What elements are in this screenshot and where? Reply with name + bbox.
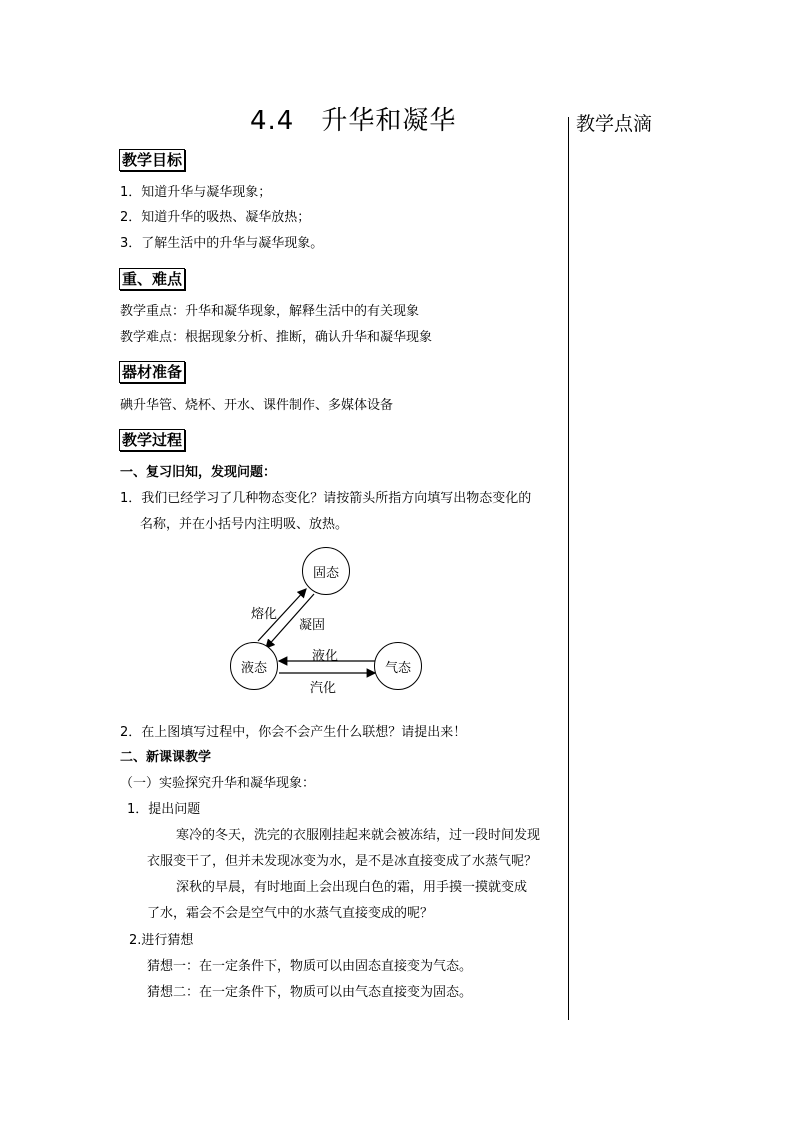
subsection1-title: （一）实验探究升华和凝华现象： <box>120 776 316 791</box>
paragraph2-line2: 了水，霜会不会是空气中的水蒸气直接变成的呢？ <box>147 906 434 921</box>
step2-title: 2.进行猜想 <box>129 933 194 948</box>
guess1: 猜想一：在一定条件下，物质可以由固态直接变为气态。 <box>147 959 473 974</box>
key-difficulty: 教学难点：根据现象分析、推断，确认升华和凝华现象 <box>120 330 433 345</box>
paragraph1-line2: 衣服变干了，但并未发现冰变为水，是不是冰直接变成了水蒸气呢？ <box>147 854 538 869</box>
guess2: 猜想二：在一定条件下，物质可以由气态直接变为固态。 <box>147 985 473 1000</box>
goal-item-2: 2．知道升华的吸热、凝华放热； <box>120 210 311 225</box>
solidifying-label: 凝固 <box>299 618 326 633</box>
step1-title: 1．提出问题 <box>127 802 201 817</box>
section-heading-goals: 教学目标 <box>119 149 185 171</box>
key-focus: 教学重点：升华和凝华现象，解释生活中的有关现象 <box>120 304 420 319</box>
paragraph2-line1: 深秋的早晨，有时地面上会出现白色的霜，用手摸一摸就变成 <box>176 880 528 895</box>
goal-item-1: 1．知道升华与凝华现象； <box>120 185 272 200</box>
part2-title: 二、新课课教学 <box>120 750 212 765</box>
section-heading-materials: 器材准备 <box>119 361 185 383</box>
melting-label: 熔化 <box>251 607 278 622</box>
question1-line1: 1．我们已经学习了几种物态变化？请按箭头所指方向填写出物态变化的 <box>120 491 532 506</box>
gas-state-node: 气态 <box>374 642 422 690</box>
goal-item-3: 3．了解生活中的升华与凝华现象。 <box>120 236 324 251</box>
section-heading-key-points: 重、难点 <box>119 268 185 290</box>
question2: 2．在上图填写过程中，你会不会产生什么联想？请提出来！ <box>120 725 467 740</box>
page-title: 4.4 升华和凝华 <box>250 106 457 136</box>
liquefying-label: 液化 <box>312 649 339 664</box>
vaporizing-label: 汽化 <box>310 681 337 696</box>
paragraph1-line1: 寒冷的冬天，洗完的衣服刚挂起来就会被冻结，过一段时间发现 <box>176 828 541 843</box>
liquid-state-node: 液态 <box>230 642 278 690</box>
section-heading-process: 教学过程 <box>119 429 185 451</box>
question1-line2: 名称，并在小括号内注明吸、放热。 <box>140 517 349 532</box>
materials-text: 碘升华管、烧杯、开水、课件制作、多媒体设备 <box>120 398 394 413</box>
part1-title: 一、复习旧知，发现问题： <box>120 465 277 480</box>
side-column-title: 教学点滴 <box>576 113 653 135</box>
solid-state-node: 固态 <box>302 547 350 595</box>
